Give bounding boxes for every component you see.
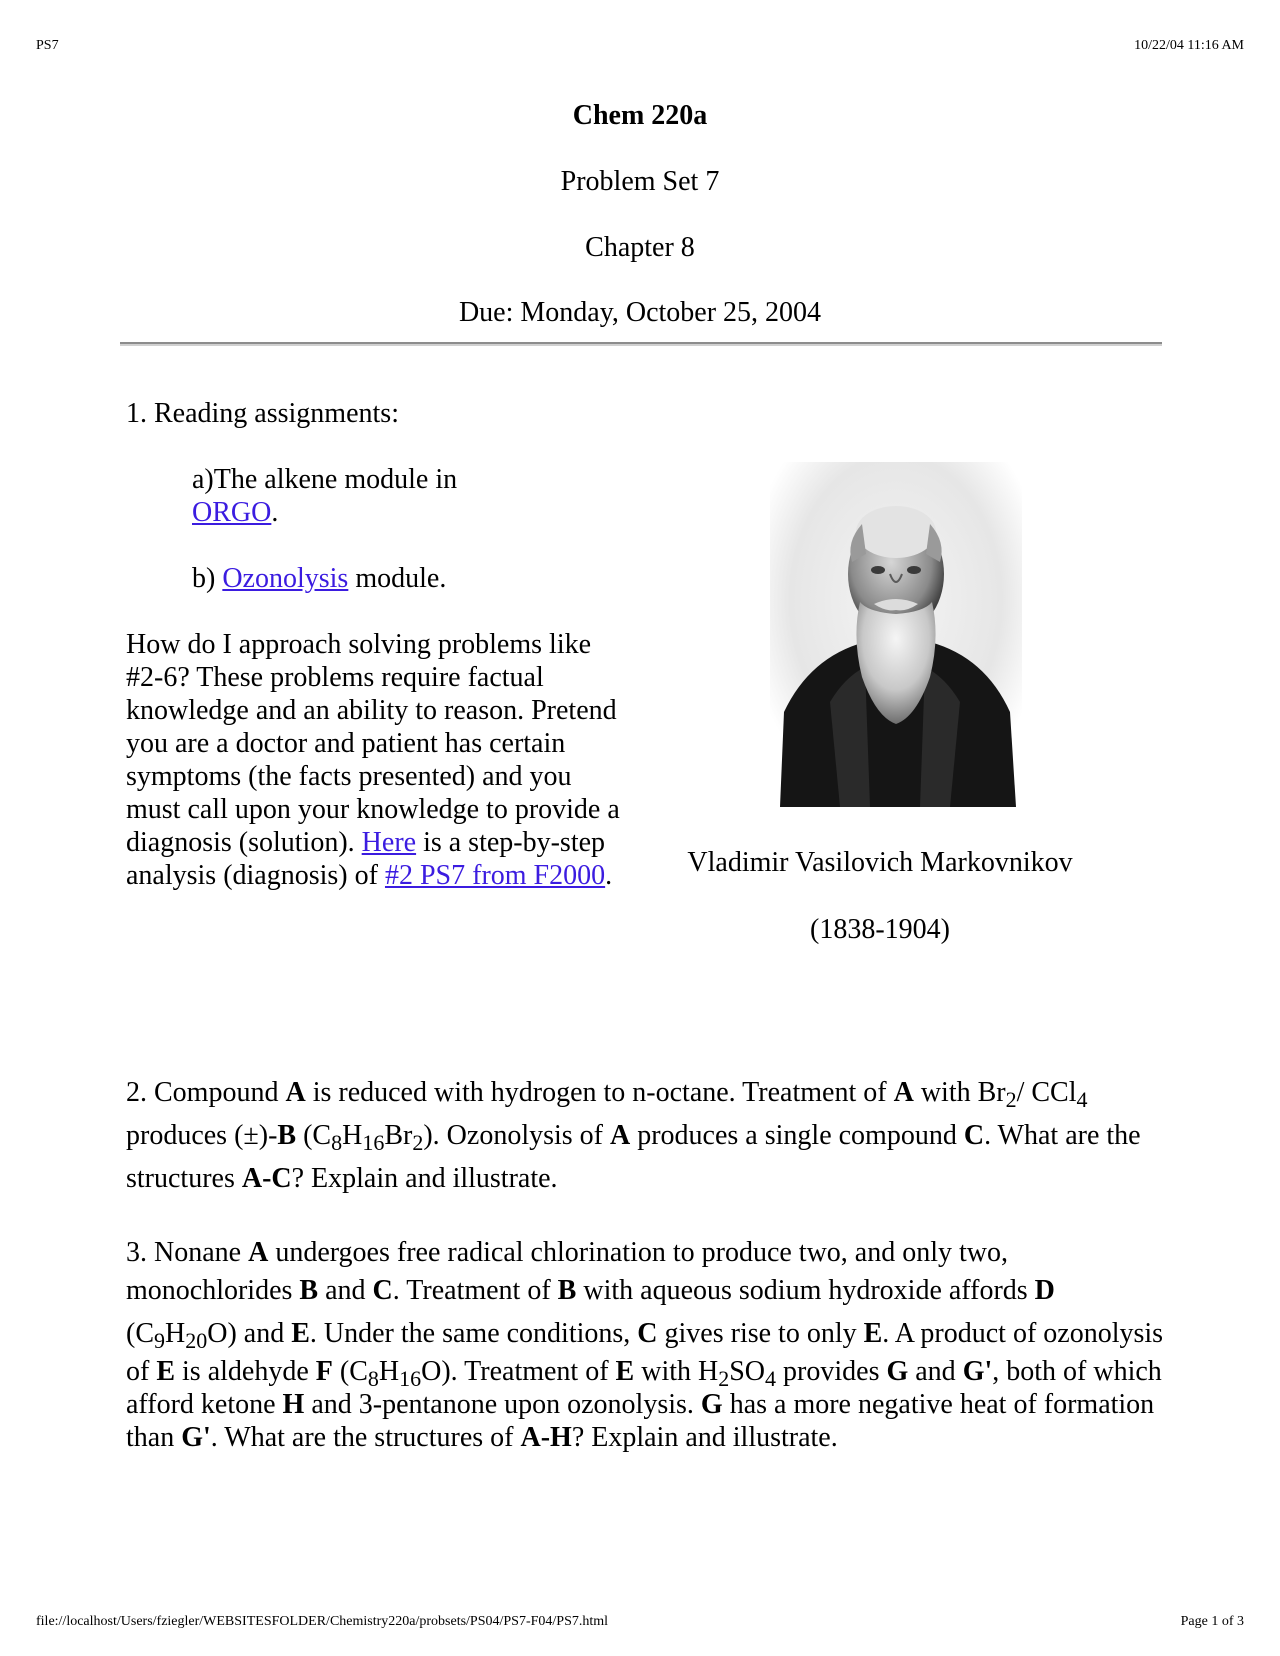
q2-text: is reduced with hydrogen to n-octane. Treatment of bbox=[305, 1077, 894, 1108]
q3-compound: E bbox=[863, 1318, 883, 1349]
ozonolysis-link[interactable]: Ozonolysis bbox=[222, 563, 349, 594]
q2-text: ? Explain and illustrate. bbox=[291, 1163, 558, 1194]
q3-compound: G' bbox=[181, 1422, 211, 1453]
orgo-link[interactable]: ORGO bbox=[192, 497, 272, 528]
q2-text: produces a single compound bbox=[630, 1120, 964, 1151]
reading-item-b-prefix: b) bbox=[192, 563, 223, 594]
q3-compound: E bbox=[156, 1356, 176, 1387]
q2-text: (C bbox=[296, 1120, 332, 1151]
q3-text: . Under the same conditions, bbox=[309, 1318, 638, 1349]
q2-text: Br bbox=[384, 1120, 413, 1151]
reading-item-a-suffix: . bbox=[271, 497, 279, 528]
header-left: PS7 bbox=[36, 38, 59, 53]
q3-subscript: 2 bbox=[718, 1366, 730, 1391]
q3-text: provides bbox=[776, 1356, 887, 1387]
reading-item-b-suffix: module. bbox=[348, 563, 447, 594]
q3-compound: E bbox=[291, 1318, 310, 1349]
approach-text-2: is a step-by-step analysis (diagnosis) of bbox=[126, 827, 606, 891]
approach-text-1: How do I approach solving problems like #2-6? These problems require factual knowledge and an ability to reason. Pretend you are a doctor and patient has certain symptoms (the facts presented) and you must call upon your knowledge to provide a diagnosis (solution). bbox=[126, 629, 620, 858]
q2-text: H bbox=[342, 1120, 363, 1151]
q3-text: (C bbox=[126, 1318, 154, 1349]
portrait-caption-name: Vladimir Vasilovich Markovnikov bbox=[687, 847, 1073, 878]
q2-text: . What are the structures bbox=[126, 1120, 1141, 1194]
q2-compound: A bbox=[610, 1120, 631, 1151]
q3-text: and bbox=[318, 1275, 373, 1306]
q3-text: O) and bbox=[207, 1318, 292, 1349]
approach-text-3: . bbox=[605, 860, 613, 891]
q3-compound: F bbox=[315, 1356, 333, 1387]
header-right: 10/22/04 11:16 AM bbox=[1134, 38, 1244, 53]
q2-text: 2. Compound bbox=[126, 1077, 286, 1108]
q3-text: 3. Nonane bbox=[126, 1237, 249, 1268]
footer-file-path: file://localhost/Users/fziegler/WEBSITESFOLDER/Chemistry220a/probsets/PS04/PS7-F04/PS7.html bbox=[36, 1614, 609, 1629]
course-title: Chem 220a bbox=[572, 100, 708, 131]
approach-paragraph bbox=[126, 628, 626, 892]
q3-text: O). Treatment of bbox=[421, 1356, 616, 1387]
q2-compound: A bbox=[285, 1077, 306, 1108]
problem-set-title: Problem Set 7 bbox=[560, 166, 720, 197]
q3-text: (C bbox=[332, 1356, 368, 1387]
markovnikov-portrait bbox=[770, 462, 1022, 807]
q3-text: ? Explain and illustrate. bbox=[571, 1422, 838, 1453]
question-3 bbox=[126, 1236, 1166, 1454]
q3-compound: H bbox=[282, 1389, 305, 1420]
q3-compound: B bbox=[557, 1275, 577, 1306]
portrait-caption-years: (1838-1904) bbox=[810, 914, 950, 945]
ps7-f2000-link[interactable]: #2 PS7 from F2000 bbox=[384, 860, 606, 891]
q3-text: and bbox=[908, 1356, 963, 1387]
q2-text: with Br bbox=[913, 1077, 1006, 1108]
q3-compound: G' bbox=[962, 1356, 993, 1387]
q3-subscript: 9 bbox=[154, 1328, 165, 1353]
q3-text: is aldehyde bbox=[175, 1356, 316, 1387]
q3-compound: D bbox=[1034, 1275, 1055, 1306]
q3-text: has a more negative heat of formation than bbox=[126, 1389, 1155, 1453]
q3-compound: E bbox=[615, 1356, 635, 1387]
q2-subscript: 8 bbox=[331, 1130, 343, 1155]
q2-compound: C bbox=[963, 1120, 985, 1151]
q3-text: H bbox=[165, 1318, 186, 1349]
q3-subscript: 4 bbox=[765, 1366, 777, 1391]
chapter-title: Chapter 8 bbox=[585, 232, 695, 263]
q3-compound: G bbox=[886, 1356, 909, 1387]
q3-compound: A-H bbox=[520, 1422, 572, 1453]
reading-heading: 1. Reading assignments: bbox=[126, 398, 399, 429]
reading-item-a-text: a)The alkene module in bbox=[192, 464, 458, 495]
q3-text: . A product of ozonolysis of bbox=[126, 1318, 1164, 1387]
q2-subscript: 2 bbox=[412, 1130, 424, 1155]
q3-compound: C bbox=[637, 1318, 658, 1349]
q3-subscript: 8 bbox=[367, 1366, 379, 1391]
q3-text: , both of which afford ketone bbox=[126, 1356, 1162, 1420]
q3-compound: A bbox=[248, 1237, 269, 1268]
q3-text: . Treatment of bbox=[392, 1275, 558, 1306]
here-link[interactable]: Here bbox=[361, 827, 417, 858]
q2-compound: A bbox=[893, 1077, 914, 1108]
reading-item-b bbox=[192, 562, 446, 595]
q3-compound: B bbox=[299, 1275, 319, 1306]
q3-text: with H bbox=[634, 1356, 719, 1387]
q2-text: ). Ozonolysis of bbox=[423, 1120, 610, 1151]
q2-subscript: 2 bbox=[1005, 1087, 1017, 1112]
q3-text: and 3-pentanone upon ozonolysis. bbox=[304, 1389, 701, 1420]
q2-compound: B bbox=[277, 1120, 297, 1151]
q3-text: . What are the structures of bbox=[210, 1422, 521, 1453]
q3-text: SO bbox=[729, 1356, 766, 1387]
footer-page-number: Page 1 of 3 bbox=[1180, 1614, 1244, 1629]
q2-text: / CCl bbox=[1016, 1077, 1077, 1108]
q2-text: produces (±)- bbox=[126, 1120, 278, 1151]
q3-compound: C bbox=[372, 1275, 393, 1306]
q3-text: with aqueous sodium hydroxide affords bbox=[576, 1275, 1035, 1306]
q3-text: H bbox=[378, 1356, 400, 1387]
due-date: Due: Monday, October 25, 2004 bbox=[458, 297, 822, 328]
q2-compound: A-C bbox=[241, 1163, 292, 1194]
q3-subscript: 20 bbox=[185, 1328, 208, 1353]
q3-text: gives rise to only bbox=[657, 1318, 864, 1349]
q3-text: undergoes free radical chlorination to produce two, and only two, monochlorides bbox=[126, 1237, 1009, 1306]
q2-subscript: 4 bbox=[1076, 1087, 1088, 1112]
horizontal-rule bbox=[120, 342, 1162, 346]
question-2 bbox=[126, 1071, 1166, 1200]
reading-item-a bbox=[192, 463, 522, 529]
q3-subscript: 16 bbox=[399, 1366, 422, 1391]
q2-subscript: 16 bbox=[362, 1130, 385, 1155]
q3-compound: G bbox=[700, 1389, 723, 1420]
